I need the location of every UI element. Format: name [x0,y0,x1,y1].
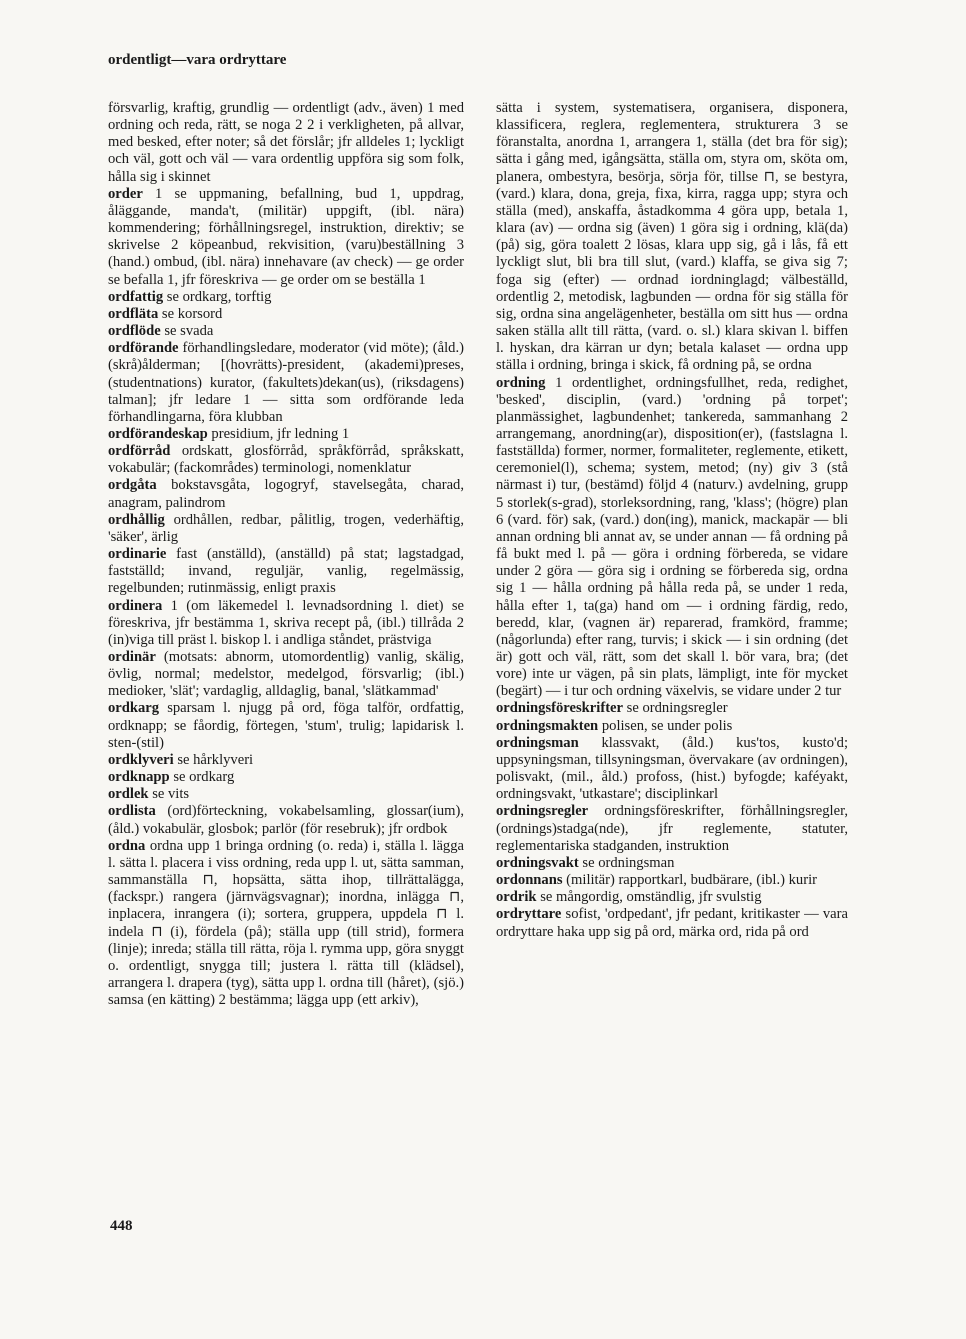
entry-definition: se mångordig, omständlig, jfr svulstig [540,889,762,906]
dictionary-entry [108,340,464,426]
entry-definition: 1 (om läkemedel l. levnadsordning l. diet) se föreskriva, jfr bestämma 1, skriva recept på, (ibl.) tillråda 2 (in)viga till präst l. biskop l. i andliga ståndet, prästviga [108,597,464,648]
entry-headword: ordningsföreskrifter [496,700,624,717]
entry-headword: ordinarie [108,546,167,563]
entry-definition: (militär) rapportkarl, budbärare, (ibl.) kurir [566,872,818,889]
entry-headword: ordlista [108,803,156,820]
entry-definition: presidium, jfr ledning 1 [211,425,350,442]
dictionary-entry [496,855,848,872]
dictionary-entry [108,323,464,340]
dictionary-entry [496,700,848,717]
dictionary-entry [496,906,848,940]
entry-definition: fast (anställd), (anställd) på stat; lagstadgad, fastställd; invand, reguljär, vanlig, regelmässig, regelbunden; rutinmässig, enligt praxis [108,546,464,597]
dictionary-entry [108,598,464,649]
dictionary-entry [108,443,464,477]
entry-headword: order [108,185,143,202]
entry-definition: 1 se uppmaning, befallning, bud 1, uppdrag, åläggande, manda't, (militär) uppgift, (ibl. nära) kommendering; förhållningsregel, instruktion, direktiv; se skrivelse 2 köpeanbud, rekvisition, (varu)beställning 3 (hand.) ombud, (ibl. nära) innehavare (av check) — ge order se befalla 1, jfr föreskriva — ge order om se beställa 1 [108,185,464,288]
dictionary-entry [496,375,848,701]
entry-headword: ordhållig [108,511,165,528]
entry-headword: ordinär [108,649,156,665]
dictionary-entry [108,100,464,186]
entry-headword: ordförande [108,340,179,357]
entry-headword: ordknapp [108,769,170,786]
entry-headword: ordfattig [108,288,164,305]
dictionary-entry [108,752,464,769]
dictionary-entry [108,838,464,1010]
right-column [496,100,848,941]
entry-definition: se hårklyveri [177,751,254,768]
entry-headword: ordrik [496,889,537,906]
entry-definition: se korsord [161,305,223,322]
dictionary-entry [108,769,464,786]
entry-definition: se ordningsregler [626,700,728,717]
entry-headword: ordklyveri [108,751,174,768]
entry-definition: ordna upp 1 bringa ordning (o. reda) i, ställa l. lägga l. sätta l. placera i viss ordning, reda upp l. ut, sätta samman, sammanställa ⊓, hopsätta, sätta ihop, tillrättalägga, (fackspr.) rangera (järnvägsvagnar); inordna, inlägga ⊓, inplacera, inrangera (i); sortera, gruppera, uppdela ⊓ l. indela ⊓ (i), fördela (på); ställa upp (till strid), formera (linje); inreda; ställa till rätta, röja l. rymma upp, göra snyggt o. ordentligt, snygga till; justera l. rätta till (klädsel), arrangera l. drapera (tyg), sätta upp l. ordna till (håret), (sjö.) samsa (en kätting) 2 bestämma; lägga upp (ett arkiv), [108,837,464,1009]
entry-definition: sätta i system, systematisera, organisera, disponera, klassificera, reglera, reglementera, strukturera 3 se föranstalta, anordna 1, arrangera 1, ställa (det bra för sig); sätta i gång med, igångsätta, ställa om, styra om, sköta om, planera, ombestyra, besörja, sörja för, tillse ⊓, se bestyra, (vard.) klara, dona, greja, fixa, kirra, ragga upp; styra och ställa (med), anskaffa, åstadkomma 4 göra upp, betala 1, klara (av) — ordna sig (även) 1 göra sig i ordning, klä(da) (på) sig, göra toalett 2 lösas, klara upp sig, gå i lås, få ett lyckligt slut, bli bra till slut, (vard.) klaffa, se giva sig 7; foga sig (efter) — ordnad iordninglagd; välbeställd, ordentlig 2, metodisk, lagbunden — ordna för sig ställa för sig, ordna sina angelägenheter, beställa om sitt hus — ordna saken ställa allt till rätta, (vard. o. sl.) klara skivan l. biffen l. hyskan, dra kärran ur dyn; betala kalaset — ordna upp ställa i ordning, bringa i skick, få ordning på, se ordna [496,100,848,374]
entry-definition: försvarlig, kraftig, grundlig — ordentligt (adv., även) 1 med ordning och reda, rätt, se noga 2 2 i verkligheten, på allvar, med besked, efter noter; så det förslår; jfr alldeles 1; lyckligt och väl, gott och väl — vara ordentlig uppföra sig som folk, hålla sig i skinnet [108,100,464,185]
dictionary-entry [108,512,464,546]
entry-definition: polisen, se under polis [601,717,733,734]
dictionary-entry [496,100,848,375]
entry-definition: ordhållen, redbar, pålitlig, trogen, vederhäftig, 'säker', ärlig [108,511,464,545]
left-column [108,100,464,1009]
entry-headword: ordförandeskap [108,425,208,442]
entry-headword: ordonnans [496,872,563,889]
entry-headword: ordgåta [108,477,157,494]
running-header: ordentligt—vara ordryttare [108,52,287,68]
entry-definition: förhandlingsledare, moderator (vid möte); (åld.) (skrå)ålderman; [(hovrätts)-president, (akademi)preses, (studentnations) kurator, (fakultets)dekan(us), (riksdagens) talman]; jfr ledare 1 — sitta som ordförande leda förhandlingarna, föra klubban [108,340,464,425]
dictionary-entry [108,477,464,511]
entry-headword: ordningsmakten [496,717,599,734]
dictionary-entry [108,546,464,597]
dictionary-entry [108,786,464,803]
dictionary-entry [108,700,464,751]
entry-definition: (ord)förteckning, vokabelsamling, glossar(ium), (åld.) vokabulär, glosbok; parlör (för resebruk); jfr ordbok [108,803,464,837]
dictionary-entry [108,649,464,700]
entry-definition: ordningsföreskrifter, förhållningsregler, (ordnings)stadga(nde), jfr reglemente, statuter, reglementariska stadganden, instruktion [496,803,848,854]
page-number: 448 [110,1218,133,1234]
dictionary-entry [496,718,848,735]
entry-definition: klassvakt, (åld.) kus'tos, kusto'd; uppsyningsman, tillsyningsman, övervakare (av ordningen), polisvakt, (mil., åld.) profoss, (hist.) byfogde; kaféyakt, ordningsvakt, 'utkastare'; disciplinkarl [496,734,848,803]
dictionary-entry [108,186,464,289]
entry-headword: ordningsman [496,734,579,751]
entry-headword: ordningsvakt [496,854,579,871]
entry-headword: ordna [108,837,146,854]
entry-headword: ordfläta [108,305,159,322]
dictionary-entry [108,426,464,443]
entry-definition: (motsats: abnorm, utomordentlig) vanlig, skälig, övlig, normal; medelstor, medelgod, försvarlig; (ibl.) medioker, 'slät'; vardaglig, alldaglig, banal, 'slätkammad' [108,649,464,700]
entry-definition: se vits [152,786,190,803]
entry-definition: sparsam l. njugg på ord, föga talför, ordfattig, ordknapp; se fåordig, förtegen, 'stum', trulig; lapidarisk l. sten-(stil) [108,700,464,751]
entry-definition: 1 ordentlighet, ordningsfullhet, reda, redighet, 'besked', disciplin, (vard.) 'ordning på torpet'; planmässighet, lagbundenhet; tankereda, sammanhang 2 arrangemang, anordning(ar), disposition(er), (fastslagna l. fastställda) former, normer, formaliteter, reglemente, etikett, ceremoniel(l), schema; system, metod; (ny) giv 3 (stå närmast i) tur, (bestämd) följd 4 (naturv.) avdelning, grupp 5 storlek(s-grad), storleksordning, rang, 'klass'; (högre) plan 6 (vard. för) sak, (vard.) don(ing), manick, mackapär — bli annan ordning bli annat av, se under annan — få ordning på få bukt med l. på — göra i ordning förbereda, se vidare under 2 göra — göra sig i ordning se förbereda sig, ordna sig 1 — hålla ordning på hålla reda på, se under 1 reda, hålla efter 1, ta(ga) hand om — i ordning färdig, redo, beredd, klar, (vagnen är) reparerad, framkörd, framme; (någorlunda) efter rang, turvis; i skick — i sin ordning (det är) gott och väl, rätt, som det skall l. bör vara, bra; (det vore) inte ur vägen, på sin plats, lämpligt, inte för mycket (begärt) — i tur och ordning växelvis, se vidare under 2 tur [496,374,848,700]
entry-headword: ordflöde [108,323,161,340]
entry-definition: sofist, 'ordpedant', jfr pedant, kritikaster — vara ordryttare haka upp sig på ord, märka ord, rida på ord [496,906,849,940]
entry-headword: ordryttare [496,906,562,923]
entry-definition: se ordningsman [582,854,675,871]
entry-definition: se svada [164,323,214,340]
dictionary-entry [496,803,848,854]
dictionary-entry [496,889,848,906]
dictionary-entry [108,289,464,306]
dictionary-entry [108,306,464,323]
entry-definition: se ordkarg, torftig [166,288,272,305]
entry-definition: ordskatt, glosförråd, språkförråd, språkskatt, vokabulär; (fackområdes) terminologi, nomenklatur [108,443,464,477]
entry-definition: se ordkarg [173,769,235,786]
entry-headword: ordkarg [108,700,160,717]
entry-headword: ordning [496,374,546,391]
dictionary-entry [496,735,848,804]
dictionary-entry [108,803,464,837]
entry-definition: bokstavsgåta, logogryf, stavelsegåta, charad, anagram, palindrom [108,477,464,511]
entry-headword: ordningsregler [496,803,589,820]
entry-headword: ordförråd [108,443,171,460]
entry-headword: ordinera [108,597,163,614]
entry-headword: ordlek [108,786,149,803]
dictionary-entry [496,872,848,889]
